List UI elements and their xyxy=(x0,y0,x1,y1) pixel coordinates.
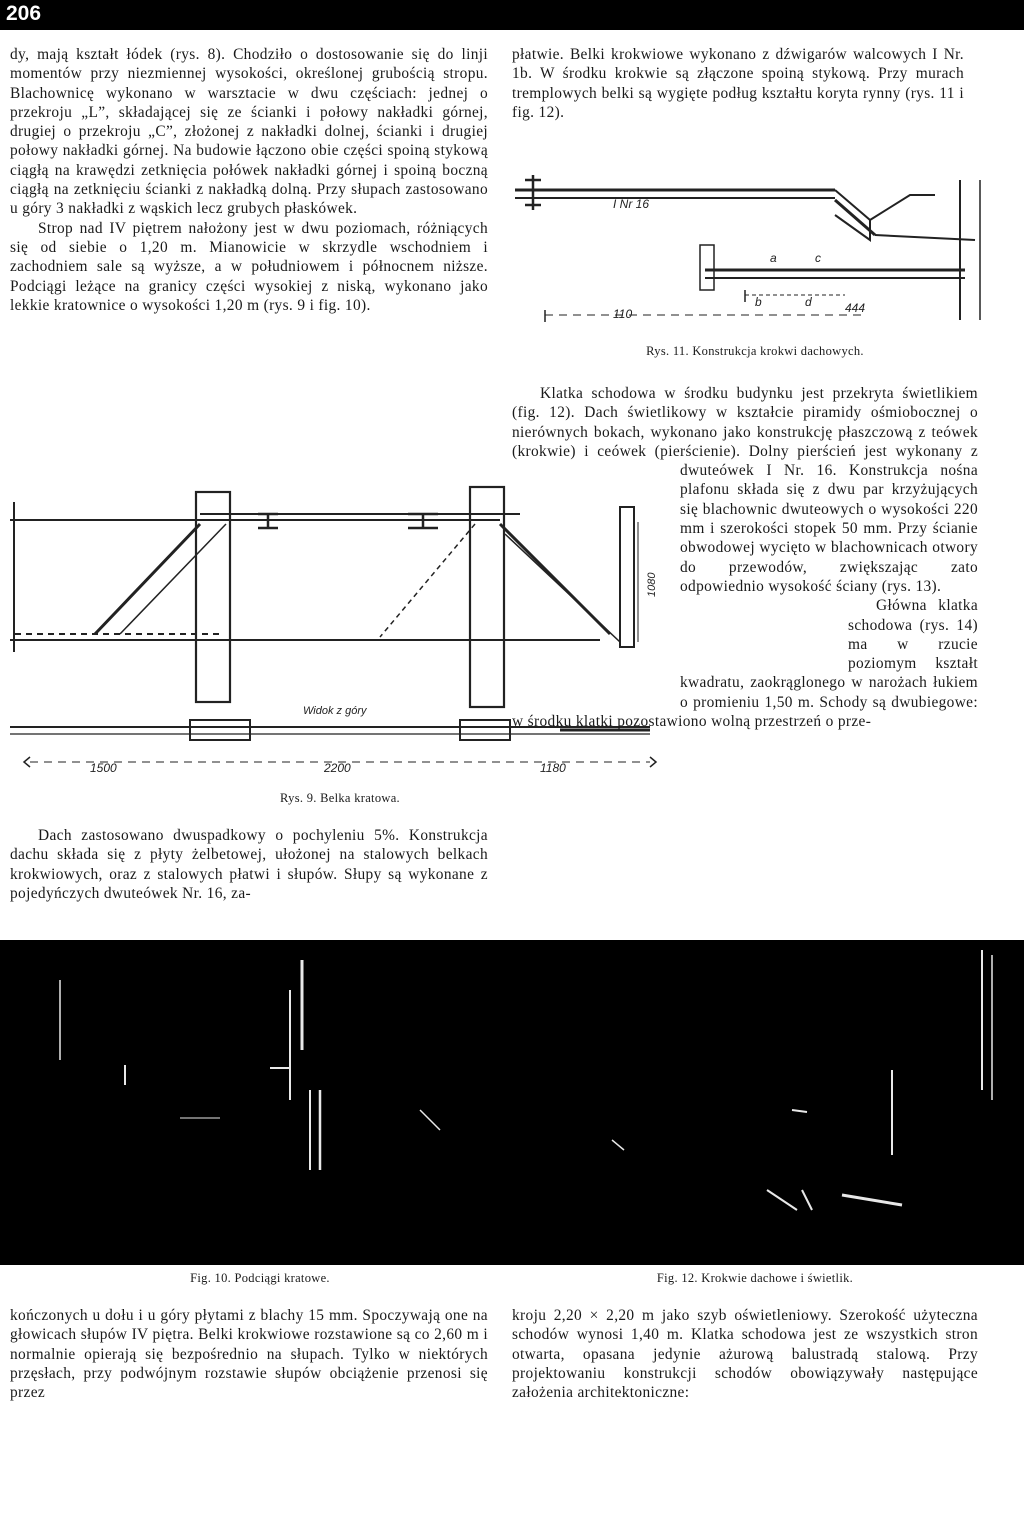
label-a: a xyxy=(770,251,777,265)
label-444: 444 xyxy=(845,301,866,315)
caption-fig-10: Fig. 10. Podciągi kratowe. xyxy=(190,1271,330,1285)
photo-fig-12 xyxy=(512,940,1024,1265)
label-i-nr-16: I Nr 16 xyxy=(613,197,650,211)
label-110: 110 xyxy=(613,307,633,321)
left-column-top xyxy=(10,45,488,315)
bottom-left-paragraph: kończonych u dołu i u góry płytami z blachy 15 mm. Spoczywają one na głowicach słupów IV piętra. Belki krokwiowe rozstawione są co 2,60 m i normalnie opierają się bezpośrednio na słupach. Tylko w niektórych przęsłach, przy podwójnym rozstawie słupów obciążenie przenosi się przez xyxy=(10,1307,488,1402)
bottom-right-column xyxy=(512,1306,978,1402)
dimension-2200: 2200 xyxy=(324,761,351,775)
figure-rys-11 xyxy=(515,160,995,330)
left-paragraph-1: dy, mają kształt łódek (rys. 8). Chodziło o dostosowanie się do linji momentów przy niezmiennej wysokości, określonej grubością stropu. Blachownicę wykonano w warsztacie w dwu częściach: jednej o przekroju „L”, składającej się ze ścianki i połowy nakładki górnej, drugiej o przekroju „C”, złożonej z nakładki dolnej, ścianki i drugiej połowy nakładki górnej. Na budowie łączono obie części spoiną stykową ciągłą na krawędzi zetknięcia połówek nakładki górnej i spoiną boczną ciągłą na zetknięciu ścianki z nakładką dolną. Przy słupach zastosowano u góry 3 nakładki z wąskich lecz grubych płaskówek. xyxy=(10,46,488,218)
right-paragraph-3: Główna klatka schodowa (rys. 14) ma w rzucie poziomym kształt kwadratu, zaokrąglonego w narożach łukiem o promieniu 1,50 m. Schody są dwubiegowe: w środku klatki pozostawiono wolną przestrzeń o prze- xyxy=(512,597,978,731)
bottom-right-paragraph: kroju 2,20 × 2,20 m jako szyb oświetleniowy. Szerokość użyteczna schodów wynosi 1,40 m. Klatka schodowa jest ze wszystkich stron otwarta, opasana jedynie ażurową balustradą stalową. Przy projektowaniu konstrukcji schodów obowiązywały następujące założenia architektoniczne: xyxy=(512,1307,978,1402)
right-paragraph-2: Klatka schodowa w środku budynku jest przekryta świetlikiem (fig. 12). Dach świetlikowy w kształcie piramidy ośmiobocznej o nierównych bokach, wykonano jako konstrukcję płaszczową z teówek (krokwie) i ceówek (pierścienie). Dolny pierścień jest wykonany z dwuteówek I Nr. 16. Konstrukcja nośna plafonu składa się z dwu par krzyżujących się blachownic dwuteowych o wysokości 220 mm i szerokości stopek 50 mm. Przy ścianie obwodowej wycięto w blachownicach otwory do przewodów, zwiększając zato odpowiednio wysokość ściany (rys. 13). xyxy=(512,385,978,595)
caption-fig-12: Fig. 12. Krokwie dachowe i świetlik. xyxy=(656,1271,854,1285)
label-b: b xyxy=(755,295,762,309)
view-label: Widok z góry xyxy=(303,705,367,717)
dimension-1080: 1080 xyxy=(646,572,658,597)
caption-rys-9: Rys. 9. Belka kratowa. xyxy=(280,791,400,805)
dimension-1500: 1500 xyxy=(90,761,117,775)
label-c: c xyxy=(815,251,821,265)
dimension-1180: 1180 xyxy=(540,761,566,775)
left-paragraph-2: Strop nad IV piętrem nałożony jest w dwu poziomach, różniących się od siebie o 1,20 m. Mianowicie w skrzydle wschodniem i zachodniem sale są wyższe, a w południowem i północnem niższe. Podciągi leżące na granicy części wysokiej z niską, wykonano jako lekkie kratownice o wysokości 1,20 m (rys. 9 i fig. 10). xyxy=(10,219,488,314)
right-column-middle xyxy=(512,384,978,731)
left-paragraph-3: Dach zastosowano dwuspadkowy o pochyleniu 5%. Konstrukcja dachu składa się z płyty żelbetowej, ułożonej na stalowych belkach krokwiowych, oraz z stalowych płatwi i słupów. Słupy są wykonane z pojedyńczych dwuteówek Nr. 16, za- xyxy=(10,827,488,902)
bottom-left-column xyxy=(10,1306,488,1402)
right-column-top xyxy=(512,45,964,122)
photo-fig-10 xyxy=(0,940,512,1265)
page-number: 206 xyxy=(6,2,42,25)
right-paragraph-1: płatwie. Belki krokwiowe wykonano z dźwigarów walcowych I Nr. 1b. W środku krokwie są złączone spoiną stykową. Przy murach tremplowych belki są wygięte podług kształtu koryta rynny (rys. 11 i fig. 12). xyxy=(512,46,964,121)
left-column-bottom xyxy=(10,826,488,903)
label-d: d xyxy=(805,295,812,309)
page-header-bar xyxy=(0,0,1024,30)
caption-rys-11: Rys. 11. Konstrukcja krokwi dachowych. xyxy=(646,344,864,358)
rafter-drawing xyxy=(515,160,995,330)
